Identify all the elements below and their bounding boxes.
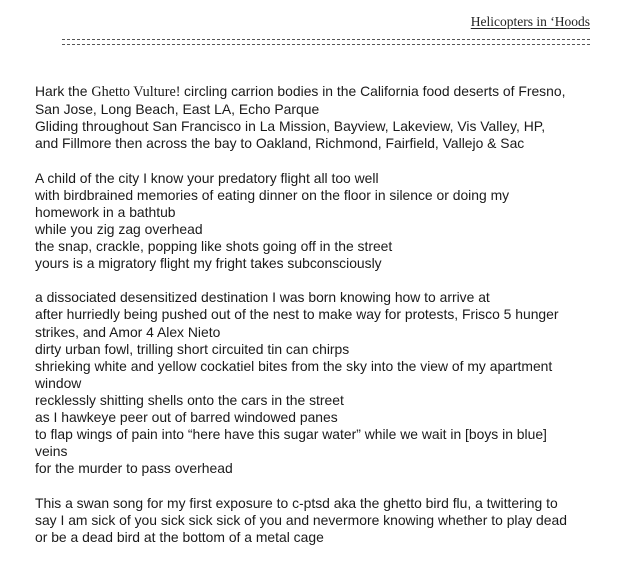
line-rest-text: circling carrion bodies in the California food deserts of Fresno, — [184, 83, 566, 99]
poem-line: to flap wings of pain into “here have this sugar water” while we wait in [boys in blue] — [35, 426, 547, 443]
stanza-3 — [35, 289, 595, 477]
page-header-title: Helicopters in ‘Hoods — [470, 14, 590, 29]
poem-line: while you zig zag overhead — [35, 220, 203, 237]
poem-line: and Fillmore then across the bay to Oakland, Richmond, Fairfield, Vallejo & Sac — [35, 135, 525, 152]
poem-line — [35, 83, 595, 101]
line-lead-text: Hark the — [35, 83, 92, 99]
poem-line: shrieking white and yellow cockatiel bites from the sky into the view of my apartment — [35, 357, 553, 374]
poem-line: window — [35, 374, 82, 391]
poem-line: with birdbrained memories of eating dinner on the floor in silence or doing my — [35, 186, 510, 203]
poem-line: yours is a migratory flight my fright takes subconsciously — [35, 255, 382, 272]
poem-line: recklessly shitting shells onto the cars in the street — [35, 391, 344, 408]
stanza-2 — [35, 170, 595, 273]
header-divider-top — [62, 39, 590, 40]
poem-line: as I hawkeye peer out of barred windowed panes — [35, 408, 338, 425]
ghetto-vulture-phrase: Ghetto Vulture! — [91, 84, 185, 100]
poem-line: a dissociated desensitized destination I was born knowing how to arrive at — [35, 289, 490, 306]
poem-line: Gliding throughout San Francisco in La Mission, Bayview, Lakeview, Vis Valley, HP, — [35, 118, 546, 135]
poem-line: dirty urban fowl, trilling short circuited tin can chirps — [35, 340, 350, 357]
poem-line: for the murder to pass overhead — [35, 460, 233, 477]
poem-line: say I am sick of you sick sick sick of you and nevermore knowing whether to play dead — [35, 511, 567, 528]
poem-line: the snap, crackle, popping like shots going off in the street — [35, 237, 393, 254]
poem-body — [35, 83, 595, 563]
stanza-4 — [35, 495, 595, 546]
poem-line: homework in a bathtub — [35, 203, 176, 220]
poem-line: after hurriedly being pushed out of the nest to make way for protests, Frisco 5 hunger — [35, 306, 559, 323]
stanza-1 — [35, 83, 595, 152]
poem-line: veins — [35, 443, 68, 460]
poem-line: strikes, and Amor 4 Alex Nieto — [35, 323, 221, 340]
poem-line: This a swan song for my first exposure to c-ptsd aka the ghetto bird flu, a twittering to — [35, 494, 558, 511]
header-divider-bottom — [62, 44, 590, 45]
poem-line: San Jose, Long Beach, East LA, Echo Parque — [35, 101, 320, 118]
poem-line: or be a dead bird at the bottom of a metal cage — [35, 528, 324, 545]
poem-line: A child of the city I know your predatory flight all too well — [35, 169, 379, 186]
